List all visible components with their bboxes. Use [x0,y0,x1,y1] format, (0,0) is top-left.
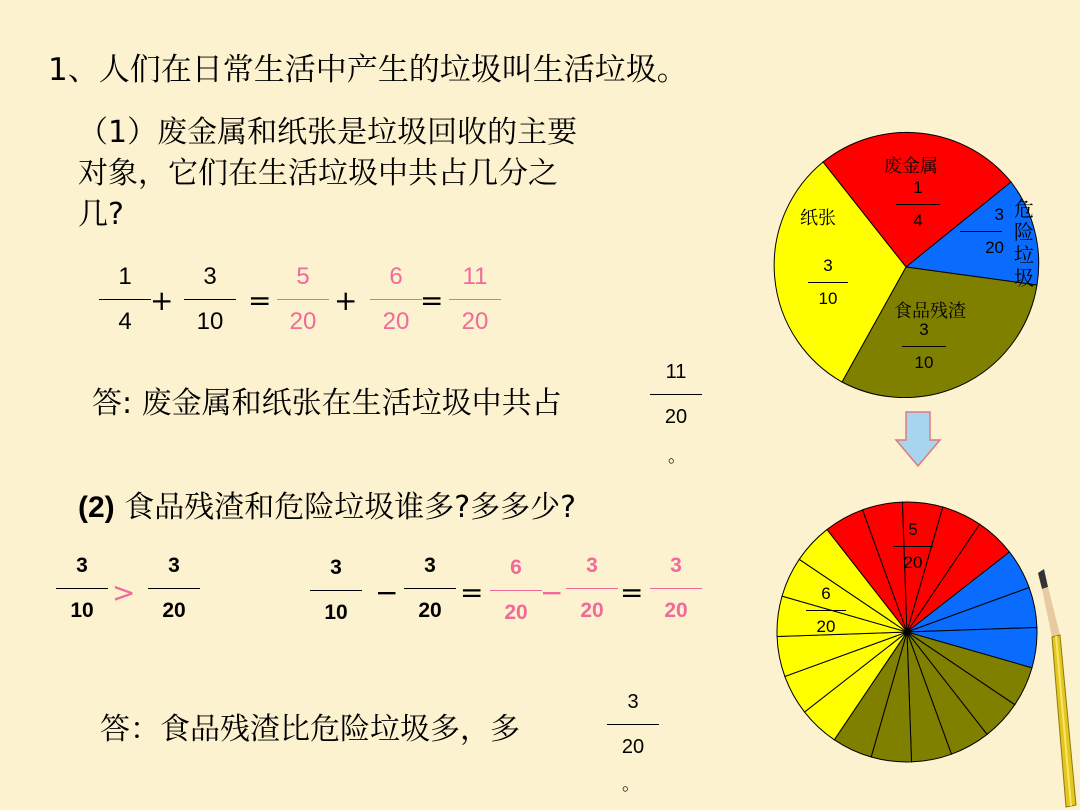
page-title: 1、人们在日常生活中产生的垃圾叫生活垃圾。 [48,52,688,88]
eq1-plus: + [150,284,174,317]
answer-2-period: 。 [622,774,640,795]
numerator: 3 [424,554,436,577]
frac-hazardous [958,205,1004,258]
pie2-label-6-20 [798,584,854,637]
eq1-equals: = [248,284,272,317]
eq2-minus: − [375,576,399,609]
cmp-frac-b [144,552,204,625]
label-food-waste: 食品残渣 [894,301,966,322]
numerator: 6 [389,263,403,290]
denominator: 4 [913,211,923,230]
eq2-minus-2: − [540,576,564,609]
question-2-text: 食品残渣和危险垃圾谁多?多多少? [114,490,577,525]
label-hazardous: 危险垃圾 [1014,197,1034,290]
numerator: 5 [296,263,310,290]
denominator: 10 [914,353,934,372]
pie2-label-5-20 [885,520,941,573]
numerator: 3 [823,256,833,275]
denominator: 20 [664,406,688,428]
denominator: 20 [580,599,604,622]
numerator: 3 [919,320,929,339]
eq2-frac-d [562,552,622,625]
numerator: 3 [168,554,180,577]
question-1 [78,112,598,235]
cmp-greater: > [112,576,136,609]
numerator: 1 [118,263,132,290]
answer-2: 答：食品残渣比危险垃圾多，多 [100,712,520,747]
denominator: 20 [816,617,836,636]
frac-food-waste [894,320,954,373]
eq2-frac-a [306,554,366,627]
denominator: 4 [118,308,132,335]
numerator: 1 [913,178,923,197]
denominator: 20 [985,238,1004,257]
pencil-icon [1030,565,1080,810]
eq1-plus-2: + [334,284,358,317]
denominator: 20 [621,736,645,758]
answer-1-period: 。 [668,446,686,467]
eq1-frac-b [180,263,240,336]
denominator: 20 [418,599,442,622]
denominator: 10 [324,601,348,624]
denominator: 20 [664,599,688,622]
eq2-frac-c [486,554,546,627]
numerator: 3 [330,556,342,579]
eq1-frac-e [445,263,505,336]
denominator: 20 [382,308,410,335]
eq2-equals: = [460,576,484,609]
frac-scrap-metal [888,178,948,231]
question-2 [78,482,576,526]
numerator: 3 [670,554,682,577]
numerator: 3 [76,554,88,577]
denominator: 20 [504,601,528,624]
question-1-label: （1） [78,115,158,150]
numerator: 5 [908,520,918,539]
numerator: 3 [627,691,639,713]
eq2-frac-b [400,552,460,625]
numerator: 6 [510,556,522,579]
denominator: 20 [461,308,489,335]
denominator: 20 [903,553,923,572]
denominator: 20 [162,599,186,622]
denominator: 10 [818,289,838,308]
eq1-equals-2: = [420,284,444,317]
numerator: 6 [821,584,831,603]
answer-2-frac [603,688,663,761]
eq2-frac-e [646,552,706,625]
label-paper: 纸张 [800,208,836,229]
label-scrap-metal: 废金属 [884,156,938,177]
question-1-text: 废金属和纸张是垃圾回收的主要对象，它们在生活垃圾中共占几分之几? [78,115,578,232]
eq1-frac-d [366,263,426,336]
numerator: 3 [203,263,217,290]
denominator: 10 [196,308,224,335]
numerator: 11 [462,263,488,290]
answer-1: 答: 废金属和纸张在生活垃圾中共占 [92,386,562,421]
down-arrow-icon [894,410,944,468]
denominator: 20 [289,308,317,335]
denominator: 10 [70,599,94,622]
numerator: 3 [994,205,1004,224]
numerator: 3 [586,554,598,577]
eq1-frac-c [273,263,333,336]
cmp-frac-a [52,552,112,625]
eq2-equals-2: = [620,576,644,609]
numerator: 11 [665,361,687,383]
question-2-label: (2) [78,491,115,524]
eq1-frac-a [95,263,155,336]
frac-paper [800,256,856,309]
answer-1-frac [646,358,706,431]
